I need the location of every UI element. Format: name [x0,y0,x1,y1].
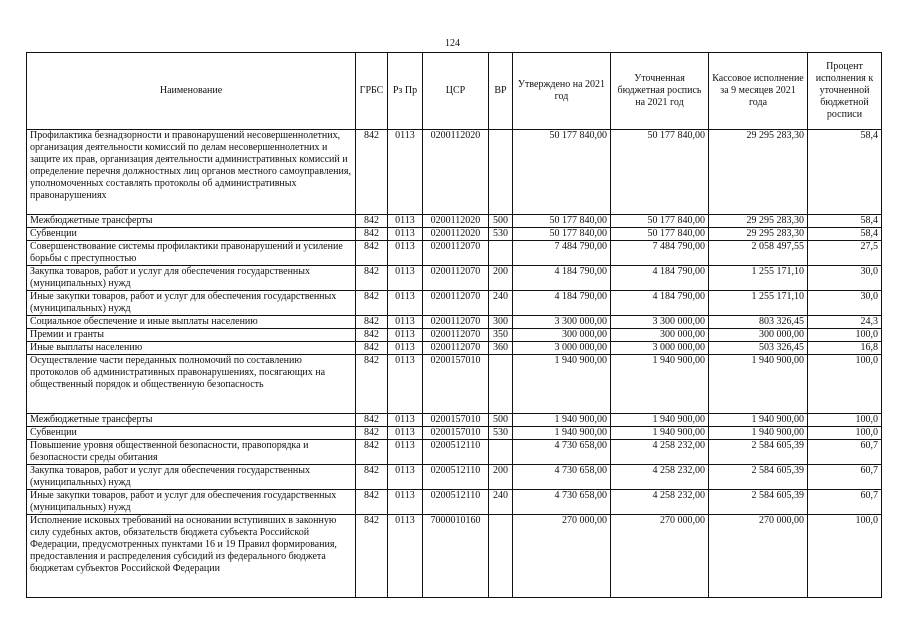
row-percent: 30,0 [808,266,882,291]
row-approved: 1 940 900,00 [513,355,611,414]
row-approved: 270 000,00 [513,515,611,598]
row-rzpr: 0113 [388,329,423,342]
row-cash: 29 295 283,30 [709,215,808,228]
row-percent: 30,0 [808,291,882,316]
row-refined: 3 300 000,00 [611,316,709,329]
row-cash: 300 000,00 [709,329,808,342]
table-row [27,355,882,414]
row-percent: 58,4 [808,130,882,215]
row-grbs: 842 [356,291,388,316]
row-percent: 100,0 [808,414,882,427]
row-vr [489,515,513,598]
row-percent: 100,0 [808,355,882,414]
row-vr [489,130,513,215]
table-row [27,241,882,266]
row-percent: 100,0 [808,427,882,440]
header-vr: ВР [489,53,513,130]
budget-table [26,52,882,598]
row-rzpr: 0113 [388,266,423,291]
row-percent: 60,7 [808,490,882,515]
row-csr: 7000010160 [423,515,489,598]
row-cash: 29 295 283,30 [709,130,808,215]
row-approved: 1 940 900,00 [513,427,611,440]
row-name: Субвенции [27,427,356,440]
table-row [27,228,882,241]
header-name: Наименование [27,53,356,130]
row-vr: 240 [489,490,513,515]
row-cash: 1 255 171,10 [709,291,808,316]
table-row [27,515,882,598]
row-approved: 50 177 840,00 [513,228,611,241]
row-refined: 50 177 840,00 [611,130,709,215]
row-csr: 0200512110 [423,490,489,515]
table-row [27,316,882,329]
row-rzpr: 0113 [388,440,423,465]
row-approved: 1 940 900,00 [513,414,611,427]
row-grbs: 842 [356,266,388,291]
row-name: Профилактика безнадзорности и правонарушений несовершеннолетних, организация деятельности комиссий по делам несовершеннолетних и защите их прав, организация деятельности административных комиссий и определение перечня должностных лиц органов местного самоуправления, уполномоченных составлять протоколы об административных правонарушениях [27,130,356,215]
row-rzpr: 0113 [388,241,423,266]
row-vr: 530 [489,427,513,440]
row-rzpr: 0113 [388,316,423,329]
row-csr: 0200112070 [423,316,489,329]
row-csr: 0200112070 [423,241,489,266]
row-rzpr: 0113 [388,291,423,316]
row-vr: 500 [489,215,513,228]
row-vr [489,355,513,414]
row-vr: 500 [489,414,513,427]
table-row [27,266,882,291]
row-grbs: 842 [356,465,388,490]
row-approved: 4 730 658,00 [513,490,611,515]
row-csr: 0200112020 [423,228,489,241]
row-percent: 27,5 [808,241,882,266]
row-percent: 60,7 [808,440,882,465]
row-grbs: 842 [356,427,388,440]
table-row [27,427,882,440]
row-refined: 50 177 840,00 [611,228,709,241]
row-name: Социальное обеспечение и иные выплаты населению [27,316,356,329]
row-name: Иные закупки товаров, работ и услуг для обеспечения государственных (муниципальных) нужд [27,490,356,515]
row-csr: 0200112070 [423,329,489,342]
header-refined: Уточненная бюджетная роспись на 2021 год [611,53,709,130]
row-refined: 4 258 232,00 [611,490,709,515]
table-row [27,440,882,465]
row-vr: 300 [489,316,513,329]
row-approved: 4 730 658,00 [513,465,611,490]
row-approved: 4 184 790,00 [513,266,611,291]
row-rzpr: 0113 [388,427,423,440]
row-vr: 200 [489,266,513,291]
row-percent: 100,0 [808,329,882,342]
row-refined: 50 177 840,00 [611,215,709,228]
row-name: Премии и гранты [27,329,356,342]
row-vr: 350 [489,329,513,342]
row-cash: 2 584 605,39 [709,440,808,465]
header-approved: Утверждено на 2021 год [513,53,611,130]
table-row [27,490,882,515]
row-csr: 0200112070 [423,266,489,291]
row-name: Закупка товаров, работ и услуг для обеспечения государственных (муниципальных) нужд [27,266,356,291]
row-cash: 1 940 900,00 [709,427,808,440]
table-row [27,215,882,228]
row-cash: 2 058 497,55 [709,241,808,266]
page-number: 124 [445,38,460,49]
row-cash: 270 000,00 [709,515,808,598]
row-grbs: 842 [356,228,388,241]
row-grbs: 842 [356,440,388,465]
row-percent: 100,0 [808,515,882,598]
table-row [27,342,882,355]
row-cash: 2 584 605,39 [709,490,808,515]
row-percent: 24,3 [808,316,882,329]
row-csr: 0200512110 [423,465,489,490]
row-csr: 0200112070 [423,291,489,316]
table-row [27,329,882,342]
table-row [27,414,882,427]
row-rzpr: 0113 [388,215,423,228]
row-grbs: 842 [356,215,388,228]
row-refined: 4 258 232,00 [611,440,709,465]
row-percent: 58,4 [808,228,882,241]
row-vr: 530 [489,228,513,241]
row-percent: 16,8 [808,342,882,355]
row-grbs: 842 [356,355,388,414]
row-approved: 7 484 790,00 [513,241,611,266]
row-refined: 1 940 900,00 [611,355,709,414]
row-vr: 360 [489,342,513,355]
row-percent: 60,7 [808,465,882,490]
row-cash: 803 326,45 [709,316,808,329]
row-name: Исполнение исковых требований на основании вступивших в законную силу судебных актов, обязательств бюджета субъекта Российской Федерации, предусмотренных пунктами 16 и 19 Правил формирования, предоставления и распределения субсидий из федерального бюджета бюджетам субъектов Российской Федерации [27,515,356,598]
row-csr: 0200112070 [423,342,489,355]
row-name: Повышение уровня общественной безопасности, правопорядка и безопасности среды обитания [27,440,356,465]
row-grbs: 842 [356,342,388,355]
row-csr: 0200112020 [423,215,489,228]
row-csr: 0200112020 [423,130,489,215]
row-percent: 58,4 [808,215,882,228]
row-grbs: 842 [356,329,388,342]
row-rzpr: 0113 [388,465,423,490]
row-name: Иные закупки товаров, работ и услуг для обеспечения государственных (муниципальных) нужд [27,291,356,316]
table-header-row [27,53,882,130]
row-grbs: 842 [356,414,388,427]
row-name: Осуществление части переданных полномочий по составлению протоколов об административных правонарушениях, посягающих на общественный порядок и общественную безопасность [27,355,356,414]
row-refined: 7 484 790,00 [611,241,709,266]
row-name: Межбюджетные трансферты [27,414,356,427]
row-rzpr: 0113 [388,355,423,414]
header-percent: Процент исполнения к уточненной бюджетной росписи [808,53,882,130]
row-csr: 0200512110 [423,440,489,465]
row-refined: 270 000,00 [611,515,709,598]
row-rzpr: 0113 [388,414,423,427]
row-name: Совершенствование системы профилактики правонарушений и усиление борьбы с преступностью [27,241,356,266]
header-grbs: ГРБС [356,53,388,130]
row-approved: 50 177 840,00 [513,215,611,228]
row-rzpr: 0113 [388,130,423,215]
row-refined: 4 258 232,00 [611,465,709,490]
row-refined: 1 940 900,00 [611,414,709,427]
row-rzpr: 0113 [388,490,423,515]
row-grbs: 842 [356,130,388,215]
row-csr: 0200157010 [423,414,489,427]
row-approved: 3 000 000,00 [513,342,611,355]
row-refined: 4 184 790,00 [611,291,709,316]
row-name: Субвенции [27,228,356,241]
row-grbs: 842 [356,490,388,515]
header-rzpr: Рз Пр [388,53,423,130]
row-cash: 1 255 171,10 [709,266,808,291]
header-csr: ЦСР [423,53,489,130]
row-vr: 200 [489,465,513,490]
row-cash: 503 326,45 [709,342,808,355]
row-refined: 4 184 790,00 [611,266,709,291]
row-name: Межбюджетные трансферты [27,215,356,228]
row-vr [489,440,513,465]
row-grbs: 842 [356,316,388,329]
row-cash: 1 940 900,00 [709,355,808,414]
row-csr: 0200157010 [423,355,489,414]
row-cash: 1 940 900,00 [709,414,808,427]
row-refined: 300 000,00 [611,329,709,342]
row-rzpr: 0113 [388,342,423,355]
row-csr: 0200157010 [423,427,489,440]
row-rzpr: 0113 [388,515,423,598]
table-row [27,465,882,490]
row-name: Закупка товаров, работ и услуг для обеспечения государственных (муниципальных) нужд [27,465,356,490]
table-row [27,291,882,316]
row-rzpr: 0113 [388,228,423,241]
row-approved: 50 177 840,00 [513,130,611,215]
row-grbs: 842 [356,515,388,598]
row-vr: 240 [489,291,513,316]
row-refined: 3 000 000,00 [611,342,709,355]
row-cash: 2 584 605,39 [709,465,808,490]
row-approved: 300 000,00 [513,329,611,342]
row-approved: 4 730 658,00 [513,440,611,465]
row-vr [489,241,513,266]
header-cash: Кассовое исполнение за 9 месяцев 2021 года [709,53,808,130]
row-name: Иные выплаты населению [27,342,356,355]
row-approved: 4 184 790,00 [513,291,611,316]
row-cash: 29 295 283,30 [709,228,808,241]
row-approved: 3 300 000,00 [513,316,611,329]
row-grbs: 842 [356,241,388,266]
table-row [27,130,882,215]
row-refined: 1 940 900,00 [611,427,709,440]
